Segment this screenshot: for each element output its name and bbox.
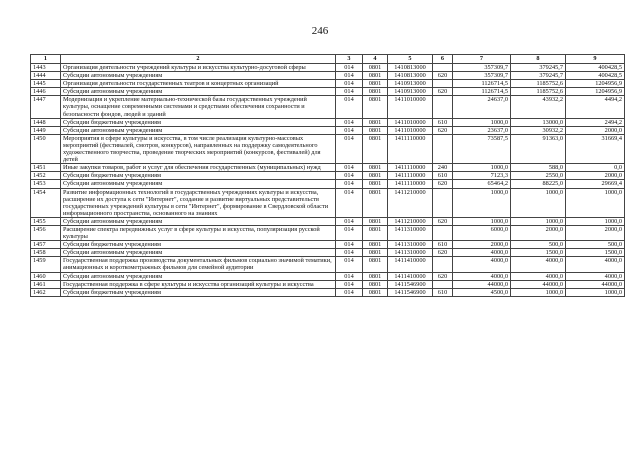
target-article-cell: 1411010000 xyxy=(388,126,433,134)
amount-year2-cell: 2550,0 xyxy=(511,172,566,180)
expense-type-cell xyxy=(433,96,453,118)
amount-year1-cell: 2000,0 xyxy=(453,241,511,249)
row-name-cell: Развитие информационных технологий в государственных учреждениях культуры и искусства, расширение их доступа к сети "Интернет", создание и развитие виртуальных представительств государственных учреждений культуры в сети "Интернет", формирование в Свердловской области информационного пространства, основанного на знаниях xyxy=(61,188,336,217)
section-code-cell: 0801 xyxy=(363,118,388,126)
amount-year1-cell: 357309,7 xyxy=(453,64,511,72)
row-number-cell: 1451 xyxy=(31,164,61,172)
header-cell: 8 xyxy=(511,55,566,64)
row-number-cell: 1443 xyxy=(31,64,61,72)
row-name-cell: Субсидии бюджетным учреждениям xyxy=(61,172,336,180)
amount-year3-cell: 1204956,9 xyxy=(566,80,625,88)
section-code-cell: 0801 xyxy=(363,225,388,240)
row-number-cell: 1448 xyxy=(31,118,61,126)
section-code-cell: 0801 xyxy=(363,241,388,249)
target-article-cell: 1411110000 xyxy=(388,172,433,180)
section-code-cell: 0801 xyxy=(363,280,388,288)
section-code-cell: 0801 xyxy=(363,72,388,80)
row-number-cell: 1462 xyxy=(31,288,61,296)
section-code-cell: 0801 xyxy=(363,134,388,163)
table-row xyxy=(31,180,625,188)
row-number-cell: 1447 xyxy=(31,96,61,118)
target-article-cell: 1410813000 xyxy=(388,72,433,80)
amount-year1-cell: 1126714,5 xyxy=(453,80,511,88)
expense-type-cell xyxy=(433,225,453,240)
amount-year3-cell: 31669,4 xyxy=(566,134,625,163)
table-row xyxy=(31,134,625,163)
expense-type-cell: 610 xyxy=(433,241,453,249)
amount-year2-cell: 43932,2 xyxy=(511,96,566,118)
row-name-cell: Субсидии автономным учреждениям xyxy=(61,272,336,280)
budget-table xyxy=(30,54,625,297)
expense-type-cell: 610 xyxy=(433,118,453,126)
section-code-cell: 0801 xyxy=(363,126,388,134)
ministry-code-cell: 014 xyxy=(336,172,363,180)
section-code-cell: 0801 xyxy=(363,272,388,280)
amount-year3-cell: 2494,2 xyxy=(566,118,625,126)
table-row xyxy=(31,72,625,80)
amount-year1-cell: 4000,0 xyxy=(453,249,511,257)
table-row xyxy=(31,64,625,72)
expense-type-cell: 620 xyxy=(433,126,453,134)
header-cell: 4 xyxy=(363,55,388,64)
table-row xyxy=(31,118,625,126)
target-article-cell: 1411310000 xyxy=(388,249,433,257)
table-row xyxy=(31,172,625,180)
amount-year1-cell: 4000,0 xyxy=(453,257,511,272)
amount-year1-cell: 1126714,5 xyxy=(453,88,511,96)
amount-year3-cell: 29669,4 xyxy=(566,180,625,188)
amount-year1-cell: 4500,0 xyxy=(453,288,511,296)
table-row xyxy=(31,249,625,257)
amount-year1-cell: 1000,0 xyxy=(453,118,511,126)
row-number-cell: 1460 xyxy=(31,272,61,280)
table-body xyxy=(31,64,625,297)
ministry-code-cell: 014 xyxy=(336,180,363,188)
amount-year1-cell: 44000,0 xyxy=(453,280,511,288)
amount-year3-cell: 4000,0 xyxy=(566,272,625,280)
row-number-cell: 1459 xyxy=(31,257,61,272)
table-row xyxy=(31,80,625,88)
amount-year2-cell: 588,0 xyxy=(511,164,566,172)
expense-type-cell xyxy=(433,257,453,272)
section-code-cell: 0801 xyxy=(363,188,388,217)
table-row xyxy=(31,288,625,296)
ministry-code-cell: 014 xyxy=(336,217,363,225)
row-name-cell: Государственная поддержка в сфере культуры и искусства организаций культуры и искусства xyxy=(61,280,336,288)
row-name-cell: Субсидии автономным учреждениям xyxy=(61,180,336,188)
expense-type-cell: 620 xyxy=(433,180,453,188)
section-code-cell: 0801 xyxy=(363,249,388,257)
expense-type-cell: 620 xyxy=(433,88,453,96)
amount-year1-cell: 23637,0 xyxy=(453,126,511,134)
expense-type-cell: 620 xyxy=(433,249,453,257)
amount-year3-cell: 1000,0 xyxy=(566,217,625,225)
amount-year1-cell: 73587,5 xyxy=(453,134,511,163)
amount-year2-cell: 30932,2 xyxy=(511,126,566,134)
row-number-cell: 1458 xyxy=(31,249,61,257)
expense-type-cell: 610 xyxy=(433,172,453,180)
ministry-code-cell: 014 xyxy=(336,80,363,88)
ministry-code-cell: 014 xyxy=(336,72,363,80)
ministry-code-cell: 014 xyxy=(336,257,363,272)
row-number-cell: 1452 xyxy=(31,172,61,180)
table-row xyxy=(31,96,625,118)
amount-year3-cell: 0,0 xyxy=(566,164,625,172)
ministry-code-cell: 014 xyxy=(336,272,363,280)
row-name-cell: Государственная поддержка производства документальных фильмов социально значимой тематики, анимационных и короткометражных фильмов для семейной аудитории xyxy=(61,257,336,272)
amount-year2-cell: 1000,0 xyxy=(511,217,566,225)
row-name-cell: Субсидии бюджетным учреждениям xyxy=(61,118,336,126)
target-article-cell: 1411110000 xyxy=(388,134,433,163)
header-cell: 1 xyxy=(31,55,61,64)
table-row xyxy=(31,272,625,280)
amount-year2-cell: 1500,0 xyxy=(511,249,566,257)
section-code-cell: 0801 xyxy=(363,172,388,180)
row-number-cell: 1450 xyxy=(31,134,61,163)
amount-year2-cell: 4000,0 xyxy=(511,272,566,280)
table-row xyxy=(31,188,625,217)
row-number-cell: 1445 xyxy=(31,80,61,88)
amount-year3-cell: 4494,2 xyxy=(566,96,625,118)
amount-year2-cell: 1000,0 xyxy=(511,288,566,296)
target-article-cell: 1411210000 xyxy=(388,188,433,217)
expense-type-cell: 620 xyxy=(433,272,453,280)
ministry-code-cell: 014 xyxy=(336,134,363,163)
header-cell: 2 xyxy=(61,55,336,64)
amount-year1-cell: 24637,0 xyxy=(453,96,511,118)
ministry-code-cell: 014 xyxy=(336,164,363,172)
row-name-cell: Субсидии автономным учреждениям xyxy=(61,249,336,257)
amount-year3-cell: 400428,5 xyxy=(566,72,625,80)
row-name-cell: Субсидии автономным учреждениям xyxy=(61,217,336,225)
target-article-cell: 1411010000 xyxy=(388,118,433,126)
amount-year2-cell: 379245,7 xyxy=(511,64,566,72)
expense-type-cell: 620 xyxy=(433,217,453,225)
ministry-code-cell: 014 xyxy=(336,241,363,249)
ministry-code-cell: 014 xyxy=(336,64,363,72)
amount-year1-cell: 6000,0 xyxy=(453,225,511,240)
table-row xyxy=(31,280,625,288)
amount-year2-cell: 13000,0 xyxy=(511,118,566,126)
amount-year2-cell: 44000,0 xyxy=(511,280,566,288)
amount-year2-cell: 1185752,6 xyxy=(511,88,566,96)
target-article-cell: 1411110000 xyxy=(388,180,433,188)
ministry-code-cell: 014 xyxy=(336,249,363,257)
amount-year3-cell: 1000,0 xyxy=(566,188,625,217)
amount-year3-cell: 2000,0 xyxy=(566,172,625,180)
section-code-cell: 0801 xyxy=(363,164,388,172)
amount-year3-cell: 4000,0 xyxy=(566,257,625,272)
amount-year3-cell: 500,0 xyxy=(566,241,625,249)
expense-type-cell: 610 xyxy=(433,288,453,296)
header-cell: 3 xyxy=(336,55,363,64)
expense-type-cell xyxy=(433,188,453,217)
ministry-code-cell: 014 xyxy=(336,126,363,134)
header-cell: 9 xyxy=(566,55,625,64)
amount-year1-cell: 1000,0 xyxy=(453,217,511,225)
row-name-cell: Субсидии бюджетным учреждениям xyxy=(61,288,336,296)
target-article-cell: 1411210000 xyxy=(388,217,433,225)
amount-year2-cell: 500,0 xyxy=(511,241,566,249)
table-row xyxy=(31,88,625,96)
section-code-cell: 0801 xyxy=(363,180,388,188)
target-article-cell: 1410913000 xyxy=(388,88,433,96)
ministry-code-cell: 014 xyxy=(336,288,363,296)
amount-year1-cell: 1000,0 xyxy=(453,188,511,217)
target-article-cell: 1411110000 xyxy=(388,164,433,172)
amount-year2-cell: 2000,0 xyxy=(511,225,566,240)
row-number-cell: 1455 xyxy=(31,217,61,225)
row-number-cell: 1453 xyxy=(31,180,61,188)
target-article-cell: 1411410000 xyxy=(388,257,433,272)
table-row xyxy=(31,217,625,225)
row-number-cell: 1457 xyxy=(31,241,61,249)
ministry-code-cell: 014 xyxy=(336,280,363,288)
ministry-code-cell: 014 xyxy=(336,96,363,118)
target-article-cell: 1411410000 xyxy=(388,272,433,280)
amount-year2-cell: 4000,0 xyxy=(511,257,566,272)
section-code-cell: 0801 xyxy=(363,80,388,88)
ministry-code-cell: 014 xyxy=(336,225,363,240)
target-article-cell: 1410913000 xyxy=(388,80,433,88)
amount-year1-cell: 1000,0 xyxy=(453,164,511,172)
header-cell: 7 xyxy=(453,55,511,64)
target-article-cell: 1411546900 xyxy=(388,288,433,296)
amount-year2-cell: 1185752,6 xyxy=(511,80,566,88)
section-code-cell: 0801 xyxy=(363,288,388,296)
row-name-cell: Модернизация и укрепление материально-технической базы государственных учреждений культуры, оснащение современными системами и средствами обеспечения сохранности и безопасности фондов, людей и зданий xyxy=(61,96,336,118)
row-name-cell: Организация деятельности государственных театров и концертных организаций xyxy=(61,80,336,88)
expense-type-cell xyxy=(433,134,453,163)
ministry-code-cell: 014 xyxy=(336,88,363,96)
amount-year3-cell: 44000,0 xyxy=(566,280,625,288)
row-number-cell: 1461 xyxy=(31,280,61,288)
row-name-cell: Субсидии бюджетным учреждениям xyxy=(61,241,336,249)
table-row xyxy=(31,257,625,272)
table-row xyxy=(31,241,625,249)
page-number: 246 xyxy=(311,25,329,37)
header-cell: 5 xyxy=(388,55,433,64)
row-name-cell: Мероприятия в сфере культуры и искусства, в том числе реализация культурно-массовых мероприятий (фестивалей, смотров, конкурсов), направленных на поддержку самодеятельного художественного творчества, проведение творческих мероприятий (конкурсов, фестивалей) для детей xyxy=(61,134,336,163)
section-code-cell: 0801 xyxy=(363,257,388,272)
target-article-cell: 1411310000 xyxy=(388,241,433,249)
row-name-cell: Иные закупки товаров, работ и услуг для обеспечения государственных (муниципальных) нужд xyxy=(61,164,336,172)
amount-year1-cell: 357309,7 xyxy=(453,72,511,80)
header-cell: 6 xyxy=(433,55,453,64)
expense-type-cell xyxy=(433,64,453,72)
amount-year2-cell: 91363,0 xyxy=(511,134,566,163)
expense-type-cell: 620 xyxy=(433,72,453,80)
amount-year1-cell: 65464,2 xyxy=(453,180,511,188)
amount-year1-cell: 7123,3 xyxy=(453,172,511,180)
amount-year3-cell: 2000,0 xyxy=(566,225,625,240)
target-article-cell: 1411546900 xyxy=(388,280,433,288)
row-number-cell: 1446 xyxy=(31,88,61,96)
amount-year2-cell: 88225,0 xyxy=(511,180,566,188)
table-row xyxy=(31,164,625,172)
row-name-cell: Субсидии автономным учреждениям xyxy=(61,126,336,134)
row-number-cell: 1456 xyxy=(31,225,61,240)
amount-year3-cell: 2000,0 xyxy=(566,126,625,134)
section-code-cell: 0801 xyxy=(363,64,388,72)
expense-type-cell xyxy=(433,80,453,88)
target-article-cell: 1410813000 xyxy=(388,64,433,72)
row-number-cell: 1444 xyxy=(31,72,61,80)
amount-year3-cell: 1500,0 xyxy=(566,249,625,257)
row-number-cell: 1449 xyxy=(31,126,61,134)
amount-year3-cell: 1204956,9 xyxy=(566,88,625,96)
expense-type-cell: 240 xyxy=(433,164,453,172)
table-row xyxy=(31,126,625,134)
row-number-cell: 1454 xyxy=(31,188,61,217)
table-header xyxy=(31,55,625,64)
amount-year3-cell: 1000,0 xyxy=(566,288,625,296)
row-name-cell: Расширение спектра передвижных услуг в сфере культуры и искусства, популяризация русской культуры xyxy=(61,225,336,240)
section-code-cell: 0801 xyxy=(363,96,388,118)
target-article-cell: 1411010000 xyxy=(388,96,433,118)
row-name-cell: Организация деятельности учреждений культуры и искусства культурно-досуговой сферы xyxy=(61,64,336,72)
expense-type-cell xyxy=(433,280,453,288)
table-row xyxy=(31,225,625,240)
target-article-cell: 1411310000 xyxy=(388,225,433,240)
section-code-cell: 0801 xyxy=(363,88,388,96)
ministry-code-cell: 014 xyxy=(336,118,363,126)
amount-year1-cell: 4000,0 xyxy=(453,272,511,280)
section-code-cell: 0801 xyxy=(363,217,388,225)
ministry-code-cell: 014 xyxy=(336,188,363,217)
row-name-cell: Субсидии автономным учреждениям xyxy=(61,72,336,80)
amount-year2-cell: 1000,0 xyxy=(511,188,566,217)
amount-year2-cell: 379245,7 xyxy=(511,72,566,80)
row-name-cell: Субсидии автономным учреждениям xyxy=(61,88,336,96)
amount-year3-cell: 400428,5 xyxy=(566,64,625,72)
header-row xyxy=(31,55,625,64)
